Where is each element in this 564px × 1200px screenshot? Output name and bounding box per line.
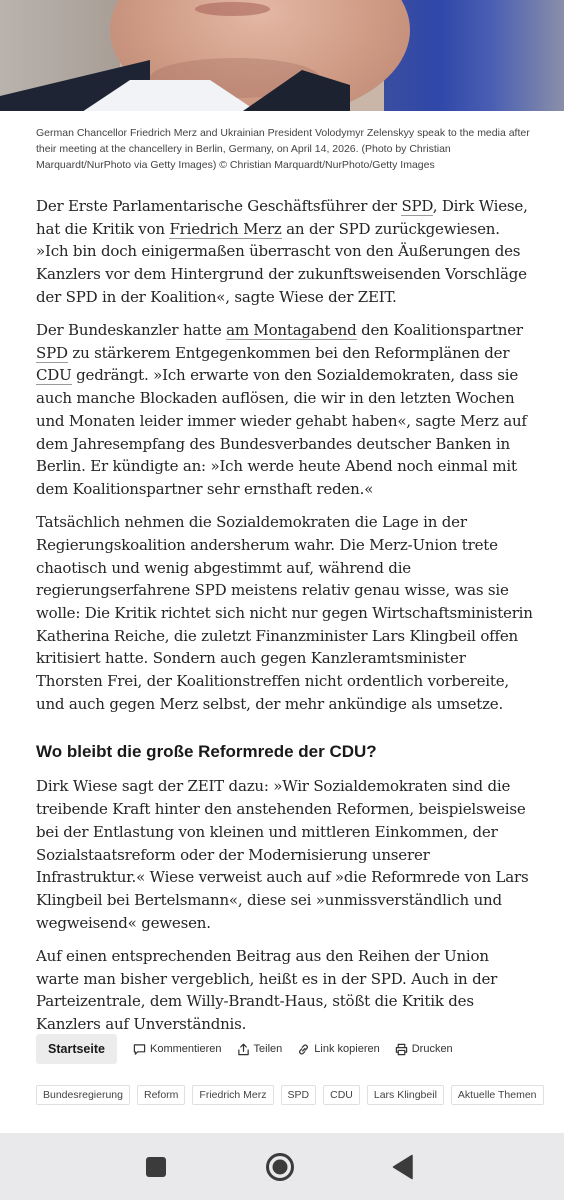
tag-friedrich-merz[interactable]: Friedrich Merz: [192, 1085, 273, 1105]
paragraph-2: Der Bundeskanzler hatte am Montagabend den Koalitionspartner SPD zu stärkerem Entgegenkommen bei den Reformplänen der CDU gedrängt. »Ich erwarte von den Sozialdemokraten, dass sie auch manche Blockaden auflösen, die wir in den letzten Wochen und Monaten leider immer wieder gehabt haben«, sagte Merz auf dem Jahresempfang des Bundesverbandes deutscher Banken in Berlin. Er kündigte an: »Ich werde heute Abend noch einmal mit dem Koalitionspartner sehr ernsthaft reden.«: [36, 321, 527, 498]
tag-spd[interactable]: SPD: [281, 1085, 317, 1105]
link-cdu[interactable]: CDU: [36, 366, 72, 385]
comment-button[interactable]: [133, 1043, 222, 1056]
copy-link-button[interactable]: [297, 1043, 379, 1056]
circle-icon: [265, 1152, 295, 1182]
system-navigation-bar: [0, 1133, 564, 1200]
link-icon: [297, 1043, 310, 1056]
back-nav-button[interactable]: [383, 1133, 423, 1200]
copy-link-label: Link kopieren: [314, 1043, 380, 1055]
paragraph-5: Auf einen entsprechenden Beitrag aus den Reihen der Union warte man bisher vergeblich, heißt es in der SPD. Auch in der Parteizentrale, dem Willy-Brandt-Haus, stößt die Kritik des Kanzlers auf Unverständnis.: [36, 946, 498, 1033]
paragraph-1: Der Erste Parlamentarische Geschäftsführer der SPD, Dirk Wiese, hat die Kritik von Friedrich Merz an der SPD zurückgewiesen. »Ich bin doch einigermaßen überrascht von den Äußerungen des Kanzlers vor dem Hintergrund der zukunftsweisenden Vorschläge der SPD in der Koalition«, sagte Wiese der ZEIT.: [36, 197, 528, 306]
tag-cdu[interactable]: CDU: [323, 1085, 360, 1105]
tag-lars-klingbeil[interactable]: Lars Klingbeil: [367, 1085, 444, 1105]
square-icon: [145, 1156, 167, 1178]
comment-label: Kommentieren: [149, 1043, 222, 1055]
print-label: Drucken: [411, 1043, 453, 1055]
tag-bundesregierung[interactable]: Bundesregierung: [36, 1085, 130, 1105]
paragraph-3: Tatsächlich nehmen die Sozialdemokraten die Lage in der Regierungskoalition andersherum wahr. Die Merz-Union trete chaotisch und wenig abgestimmt auf, während die regierungserfahrene SPD meistens relativ genau wisse, was sie wolle: Die Kritik richtet sich nicht nur gegen Wirtschaftsministerin Katherina Reiche, die zuletzt Finanzminister Lars Klingbeil offen kritisiert hatte. Sondern auch gegen Kanzleramtsminister Thorsten Frei, der Koalitionstreffen nicht ordentlich vorbereite, und auch gegen Merz selbst, der mehr ankündige als umsetze.: [36, 513, 533, 713]
hero-background-right: [384, 0, 564, 111]
share-label: Teilen: [253, 1043, 283, 1055]
tag-reform[interactable]: Reform: [137, 1085, 185, 1105]
link-spd-2[interactable]: SPD: [36, 343, 68, 362]
hero-image: [0, 0, 564, 111]
link-spd[interactable]: SPD: [401, 197, 433, 215]
topic-tags: [36, 1085, 551, 1105]
recent-apps-button[interactable]: [136, 1133, 176, 1200]
link-am-montagabend[interactable]: am Montagabend: [226, 321, 357, 340]
home-button[interactable]: Startseite: [36, 1034, 117, 1064]
share-icon: [237, 1043, 250, 1056]
paragraph-4: Dirk Wiese sagt der ZEIT dazu: »Wir Sozialdemokraten sind die treibende Kraft hinter den anstehenden Reformen, beispielsweise bei der Entlastung von kleinen und mittleren Einkommen, der Sozialstaatsreform oder der Modernisierung unserer Infrastruktur.« Wiese verweist auch auf »die Reformrede von Lars Klingbeil bei Bertelsmann«, diese sei »unmissverständlich und wegweisend« gewesen.: [36, 777, 529, 932]
section-heading: Wo bleibt die große Reformrede der CDU?: [36, 742, 377, 762]
article-body: [36, 195, 536, 1046]
triangle-back-icon: [392, 1154, 414, 1180]
print-button[interactable]: [395, 1043, 453, 1056]
hero-mouth: [195, 2, 270, 16]
tag-aktuelle-themen[interactable]: Aktuelle Themen: [451, 1085, 544, 1105]
article-actions: [36, 1034, 468, 1064]
print-icon: [395, 1043, 408, 1056]
comment-icon: [133, 1043, 146, 1056]
image-caption: German Chancellor Friedrich Merz and Ukrainian President Volodymyr Zelenskyy speak to the media after their meeting at the chancellery in Berlin, Germany, on April 14, 2026. (Photo by Christian Marquardt/NurPhoto via Getty Images) © Christian Marquardt/NurPhoto/Getty Images: [36, 127, 530, 171]
share-button[interactable]: [237, 1043, 283, 1056]
link-friedrich-merz[interactable]: Friedrich Merz: [169, 219, 282, 238]
home-nav-button[interactable]: [260, 1133, 300, 1200]
